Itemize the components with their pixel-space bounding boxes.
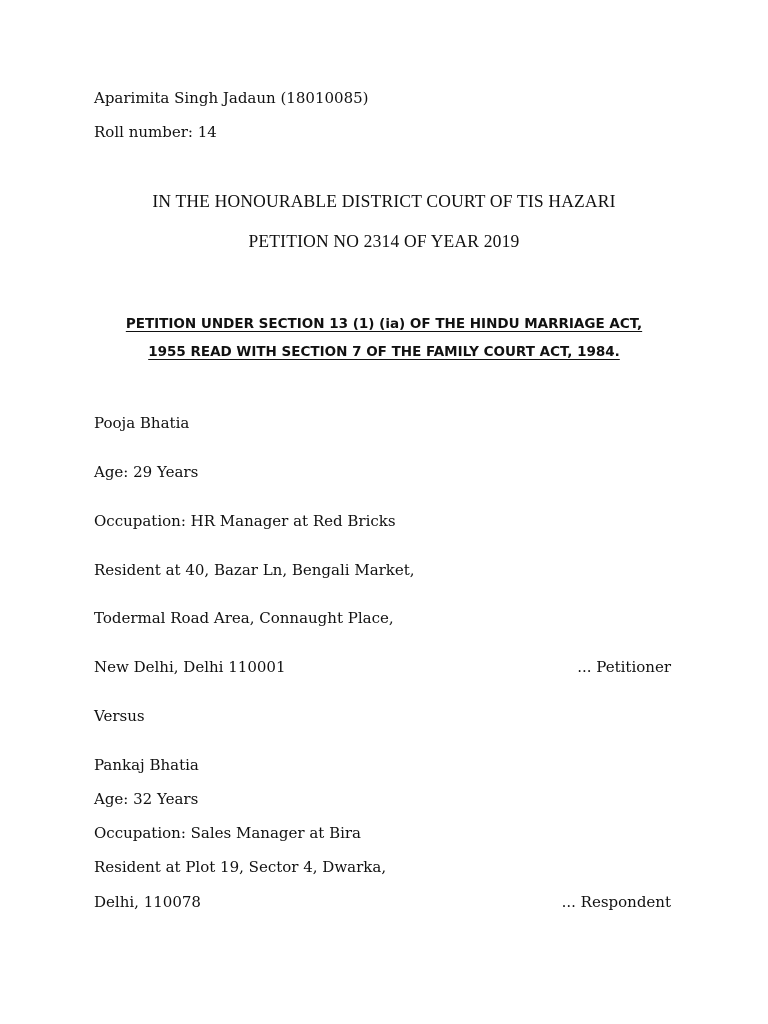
respondent-address-2: Delhi, 110078: [94, 893, 201, 911]
petitioner-address-2: Todermal Road Area, Connaught Place,: [94, 609, 394, 627]
subject-line-2: 1955 READ WITH SECTION 7 OF THE FAMILY COURT ACT, 1984.: [148, 344, 620, 360]
subject-line-1: PETITION UNDER SECTION 13 (1) (ia) OF THE HINDU MARRIAGE ACT,: [125, 316, 643, 332]
respondent-age: Age: 32 Years: [94, 790, 199, 808]
petitioner-name: Pooja Bhatia: [94, 414, 190, 432]
petitioner-role: ... Petitioner: [577, 658, 671, 676]
petitioner-occupation: Occupation: HR Manager at Red Bricks: [94, 512, 396, 530]
court-title: IN THE HONOURABLE DISTRICT COURT OF TIS HAZARI: [152, 191, 616, 211]
roll-number: Roll number: 14: [94, 123, 217, 141]
petitioner-address-3: New Delhi, Delhi 110001: [94, 658, 286, 676]
respondent-address-1: Resident at Plot 19, Sector 4, Dwarka,: [94, 858, 387, 876]
petition-number: PETITION NO 2314 OF YEAR 2019: [248, 231, 520, 251]
respondent-occupation: Occupation: Sales Manager at Bira: [94, 824, 361, 842]
petitioner-address-1: Resident at 40, Bazar Ln, Bengali Market,: [94, 561, 415, 579]
respondent-name: Pankaj Bhatia: [94, 756, 199, 774]
petitioner-age: Age: 29 Years: [94, 463, 199, 481]
respondent-role: ... Respondent: [561, 893, 671, 911]
author-name: Aparimita Singh Jadaun (18010085): [94, 89, 369, 107]
versus-label: Versus: [94, 707, 145, 725]
